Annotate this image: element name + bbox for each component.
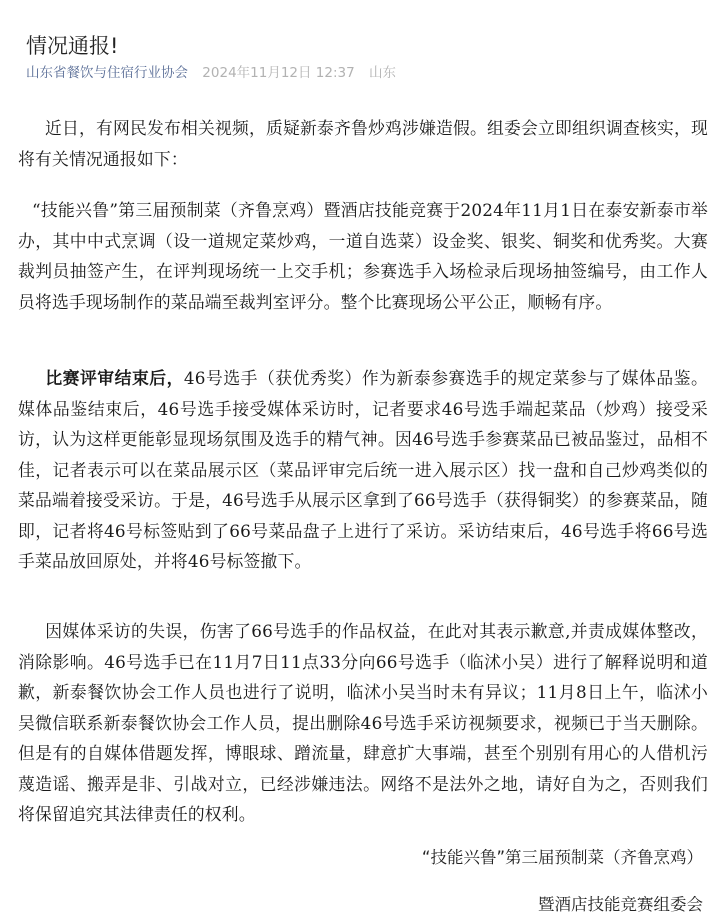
paragraph-text: 46号选手（获优秀奖）作为新泰参赛选手的规定菜参与了媒体品鉴。媒体品鉴结束后，46号选手接受媒体采访时，记者要求46号选手端起菜品（炒鸡）接受采访，认为这样更能彰显现场氛围及选手的精气神。因46号选手参赛菜品已被品鉴过，品相不佳，记者表示可以在菜品展示区（菜品评审完后统一进入展示区）找一盘和自己炒鸡类似的菜品端着接受采访。于是，46号选手从展示区拿到了66号选手（获得铜奖）的参赛菜品，随即，记者将46号标签贴到了66号菜品盘子上进行了采访。采访结束后，46号选手将66号选手菜品放回原处，并将46号标签撤下。	[18, 368, 708, 571]
paragraph-text: 因媒体采访的失误，伤害了66号选手的作品权益，在此对其表示歉意,并责成媒体整改，消除影响。46号选手已在11月7日11点33分向66号选手（临沭小吴）进行了解释说明和道歉，新泰餐饮协会工作人员也进行了说明，临沭小吴当时未有异议；11月8日上午，临沭小吴微信联系新泰餐饮协会工作人员，提出删除46号选手采访视频要求，视频已于当天删除。但是有的自媒体借题发挥，博眼球、蹭流量，肆意扩大事端，甚至个别别有用心的人借机污蔑造谣、搬弄是非、引战对立，已经涉嫌违法。网络不是法外之地，请好自为之，否则我们将保留追究其法律责任的权利。	[18, 621, 708, 824]
paragraph-text: “技能兴鲁”第三届预制菜（齐鲁烹鸡）暨酒店技能竞赛于2024年11月1日在泰安新泰市举办，其中中式烹调（设一道规定菜炒鸡，一道自选菜）设金奖、银奖、铜奖和优秀奖。大赛裁判员抽签产生，在评判现场统一上交手机；参赛选手入场检录后现场抽签编号，由工作人员将选手现场制作的菜品端至裁判室评分。整个比赛现场公平公正，顺畅有序。	[18, 200, 708, 312]
paragraph-incident	[18, 363, 708, 577]
article-meta	[26, 63, 396, 83]
article-title: 情况通报!	[26, 34, 119, 59]
paragraph-competition	[18, 195, 708, 317]
publish-location: 山东	[369, 65, 397, 81]
paragraph-bold-lead: 比赛评审结束后，	[45, 368, 184, 388]
paragraph-intro	[18, 113, 708, 174]
signature-line-2: 暨酒店技能竞赛组委会	[538, 895, 703, 914]
publish-date: 2024年11月12日 12:37	[202, 65, 355, 81]
signature-line-1: “技能兴鲁”第三届预制菜（齐鲁烹鸡）	[421, 848, 703, 867]
paragraph-text: 近日，有网民发布相关视频，质疑新泰齐鲁炒鸡涉嫌造假。组委会立即组织调查核实，现将有关情况通报如下：	[18, 118, 708, 169]
paragraph-response	[18, 616, 708, 830]
author-link[interactable]: 山东省餐饮与住宿行业协会	[26, 65, 188, 81]
